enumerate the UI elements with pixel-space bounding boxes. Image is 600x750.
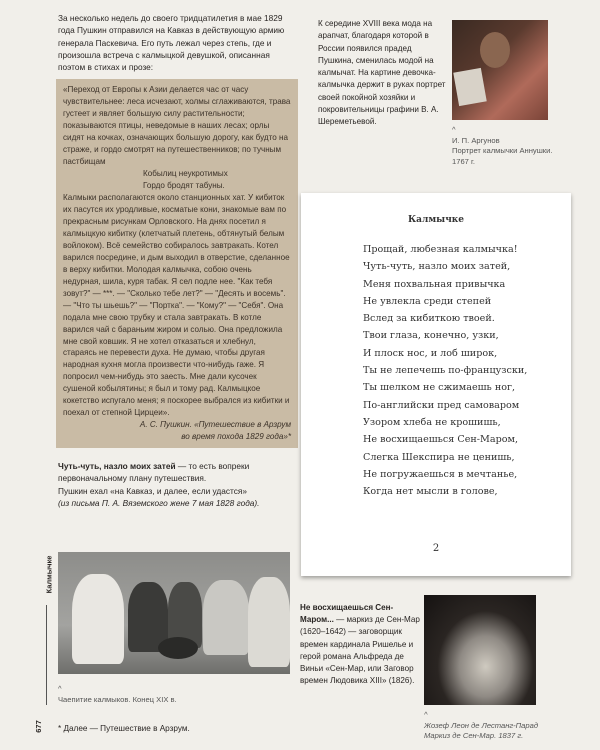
intro-paragraph: За несколько недель до своего тридцатилетия в мае 1829 года Пушкин отправился на Кавказ в действующую армию генерала Паскевича. Его путь лежал через степь, где и произошла встреча с калмыцкой девушкой, описанная поэтом в стихах и прозе: — [58, 13, 285, 73]
poem-page-number: 2 — [432, 543, 440, 554]
caption-marker: ^ — [424, 710, 428, 719]
poem-line: Твои глаза, конечно, узки, — [363, 330, 499, 342]
caption — [424, 710, 574, 742]
quote-box — [56, 79, 298, 448]
gloss-term: Не восхищаешься Сен-Маром... — [300, 603, 394, 625]
running-head: Калмычке — [44, 555, 54, 594]
poem-title: Калмычке — [407, 215, 465, 225]
caption-title: Портрет калмычки Аннушки. 1767 г. — [452, 146, 553, 166]
caption-title: Маркиз де Сен-Мар. 1837 г. — [424, 731, 524, 740]
margin-rule — [46, 605, 47, 705]
left-column — [56, 12, 298, 509]
caption-author: Жозеф Леон де Лестанг-Парад — [424, 720, 539, 730]
verse-line: Гордо бродят табуны. — [143, 181, 225, 191]
gloss-text: Пушкин ехал «на Кавказ, и далее, если удастся» — [58, 485, 247, 496]
poem-line: Прощай, любезная калмычка! — [363, 244, 518, 255]
gloss-note — [56, 460, 298, 509]
poem-card — [301, 193, 571, 576]
caption-author: И. П. Аргунов — [452, 135, 500, 145]
gloss-note — [300, 602, 422, 687]
poem-line: Узором хлеба не крошишь, — [363, 416, 501, 428]
portrait-cinq-mars-image — [424, 595, 536, 705]
gloss-text: — маркиз де Сен-Мар (1620–1642) — заговорщик времен кардинала Ришелье и герой романа Альфреда де Виньи «Сен-Мар, или Заговор времен Людовика XIII» (1826). — [300, 615, 420, 686]
gloss-text: (из письма П. А. Вяземского жене 7 мая 1828 года). — [58, 497, 260, 508]
verse-line: Кобылиц неукротимых — [143, 169, 228, 179]
caption — [452, 125, 562, 167]
poem-line: И плоск нос, и лоб широк, — [363, 347, 498, 359]
quote-source: во время похода 1829 года»* — [181, 432, 291, 442]
caption — [58, 684, 177, 705]
poem-line: Не увлекла среди степей — [363, 295, 492, 307]
poem-line: Меня похвальная привычка — [363, 278, 506, 290]
poem-lines — [363, 241, 571, 500]
poem-line: Ты шелком не сжимаешь ног, — [363, 382, 516, 394]
quote-source: А. С. Пушкин. «Путешествие в Арзрум — [139, 420, 291, 430]
quote-paragraph: Калмыки располагаются около станционных хат. У кибиток их пасутся их уродливые, косматые кони, знакомые вам по прекрасным рисункам Орловского. На днях посетил я калмыцкую кибитку (клетчатый плетень, обтянутый белым войлоком). Всё семейство собиралось завтракать. Котел варился посредине, и дым выходил в отверстие, сделанное в верху кибитки. Молодая калмычка, собою очень недурная, шила, куря табак. Я сел подле нее. "Как тебя зовут?" — ***. — "Сколько тебе лет?" — "Десять и восемь". — "Что ты шьешь?" — "Портка". — "Кому?" — "Себя". Она подала мне свою трубку и стала завтракать. В котле варился чай с бараньим жиром и солью. Она предложила мне свой ковшик. Я не хотел отказаться и хлебнул, стараясь не перевести духа. Не думаю, чтобы другая народная кухня могла произвести что-нибудь гаже. Я попросил чем-нибудь это заесть. Мне дали кусочек сушеной кобылятины; я был и тому рад. Калмыцкое кокетство испугало меня; я поскорее выбрался из кибитки и поехал от степной Цирцеи». — [63, 193, 290, 418]
caption-marker: ^ — [452, 125, 456, 134]
quote-paragraph: «Переход от Европы к Азии делается час от часу чувствительнее: леса исчезают, холмы сглаживаются, трава густеет и являет большую силу растительности; показываются птицы, неведомые в наших лесах; орлы сидят на кочках, означающих большую дорогу, как будто на страже, и гордо смотрят на путешественников; по тучным пастбищам — [63, 85, 291, 167]
sidebar-note: К середине XVIII века мода на арапчат, благодаря которой в России появился прадед Пушкина, сменилась модой на калмычат. На картине девочка-калмычка держит в руках портрет своей покойной хозяйки и покровительницы графини В. А. Шереметьевой. — [318, 19, 446, 127]
gloss-term: Чуть-чуть, назло моих затей — [58, 461, 176, 472]
page-number: 677 — [33, 720, 43, 733]
poem-line: Чуть-чуть, назло моих затей, — [363, 261, 511, 273]
poem-line: Не восхищаешься Сен-Маром, — [363, 434, 519, 446]
caption-text: Чаепитие калмыков. Конец XIX в. — [58, 694, 177, 704]
portrait-annushka-image — [452, 20, 548, 120]
poem-line: Не погружаешься в мечтанье, — [363, 468, 518, 480]
caption-marker: ^ — [58, 684, 62, 693]
poem-line: Вслед за кибиткою твоей. — [363, 313, 495, 325]
poem-line: По-английски пред самоваром — [363, 399, 520, 411]
poem-line: Когда нет мысли в голове, — [363, 486, 498, 498]
gloss-text: — то есть вопреки первоначальному плану путешествия. — [58, 461, 250, 484]
kalmyk-tea-photo — [58, 552, 290, 674]
footnote: * Далее — Путешествие в Арзрум. — [58, 724, 190, 733]
poem-line: Ты не лепечешь по-французски, — [363, 365, 528, 377]
poem-line: Слегка Шекспира не ценишь, — [363, 451, 515, 463]
